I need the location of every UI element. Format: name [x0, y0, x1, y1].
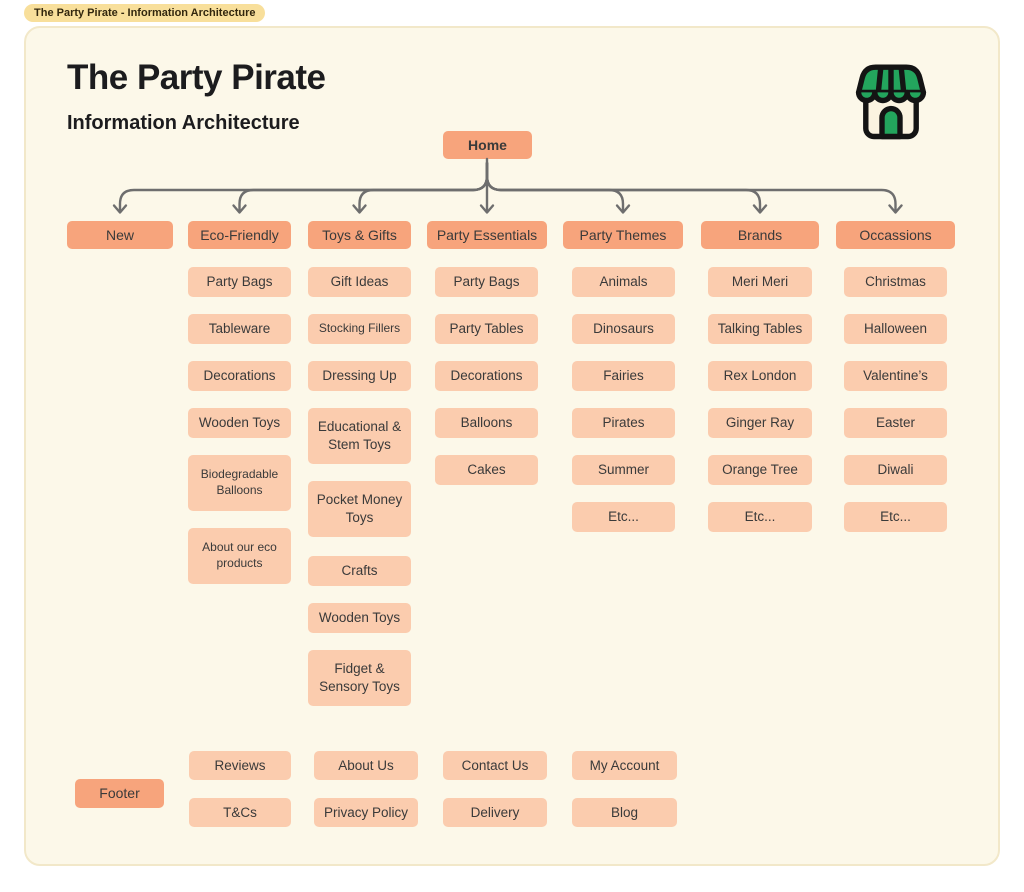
- node-footer[interactable]: Footer: [75, 779, 164, 808]
- footer-item-delivery[interactable]: Delivery: [443, 798, 547, 827]
- node-cakes[interactable]: Cakes: [435, 455, 538, 485]
- storefront-icon: [846, 56, 936, 154]
- page-title: The Party Pirate: [67, 58, 326, 97]
- node-party-tables[interactable]: Party Tables: [435, 314, 538, 344]
- node-party-bags-essentials[interactable]: Party Bags: [435, 267, 538, 297]
- node-valentines[interactable]: Valentine’s: [844, 361, 947, 391]
- node-orange-tree[interactable]: Orange Tree: [708, 455, 812, 485]
- node-home[interactable]: Home: [443, 131, 532, 159]
- node-animals[interactable]: Animals: [572, 267, 675, 297]
- node-meri-meri[interactable]: Meri Meri: [708, 267, 812, 297]
- node-crafts[interactable]: Crafts: [308, 556, 411, 586]
- node-talking-tables[interactable]: Talking Tables: [708, 314, 812, 344]
- node-balloons[interactable]: Balloons: [435, 408, 538, 438]
- category-occassions[interactable]: Occassions: [836, 221, 955, 249]
- node-etc-occassions[interactable]: Etc...: [844, 502, 947, 532]
- node-fidget-sensory-toys[interactable]: Fidget & Sensory Toys: [308, 650, 411, 706]
- node-diwali[interactable]: Diwali: [844, 455, 947, 485]
- footer-item-privacy-policy[interactable]: Privacy Policy: [314, 798, 418, 827]
- category-party-essentials[interactable]: Party Essentials: [427, 221, 547, 249]
- node-about-our-eco-products[interactable]: About our eco products: [188, 528, 291, 584]
- node-educational-stem-toys[interactable]: Educational & Stem Toys: [308, 408, 411, 464]
- node-pirates[interactable]: Pirates: [572, 408, 675, 438]
- category-brands[interactable]: Brands: [701, 221, 819, 249]
- node-stocking-fillers[interactable]: Stocking Fillers: [308, 314, 411, 344]
- category-party-themes[interactable]: Party Themes: [563, 221, 683, 249]
- node-decorations-eco[interactable]: Decorations: [188, 361, 291, 391]
- footer-item-blog[interactable]: Blog: [572, 798, 677, 827]
- node-summer[interactable]: Summer: [572, 455, 675, 485]
- node-wooden-toys-gifts[interactable]: Wooden Toys: [308, 603, 411, 633]
- tree-connectors: [60, 155, 960, 227]
- page-subtitle: Information Architecture: [67, 112, 300, 134]
- node-dressing-up[interactable]: Dressing Up: [308, 361, 411, 391]
- node-etc-brands[interactable]: Etc...: [708, 502, 812, 532]
- node-decorations-essentials[interactable]: Decorations: [435, 361, 538, 391]
- node-fairies[interactable]: Fairies: [572, 361, 675, 391]
- node-gift-ideas[interactable]: Gift Ideas: [308, 267, 411, 297]
- node-rex-london[interactable]: Rex London: [708, 361, 812, 391]
- node-christmas[interactable]: Christmas: [844, 267, 947, 297]
- category-new[interactable]: New: [67, 221, 173, 249]
- node-wooden-toys-eco[interactable]: Wooden Toys: [188, 408, 291, 438]
- category-toys-gifts[interactable]: Toys & Gifts: [308, 221, 411, 249]
- footer-item-about-us[interactable]: About Us: [314, 751, 418, 780]
- node-party-bags-eco[interactable]: Party Bags: [188, 267, 291, 297]
- footer-item-contact-us[interactable]: Contact Us: [443, 751, 547, 780]
- node-tableware[interactable]: Tableware: [188, 314, 291, 344]
- footer-item-reviews[interactable]: Reviews: [189, 751, 291, 780]
- node-easter[interactable]: Easter: [844, 408, 947, 438]
- node-dinosaurs[interactable]: Dinosaurs: [572, 314, 675, 344]
- node-biodegradable-balloons[interactable]: Biodegradable Balloons: [188, 455, 291, 511]
- footer-item-my-account[interactable]: My Account: [572, 751, 677, 780]
- footer-item-tcs[interactable]: T&Cs: [189, 798, 291, 827]
- file-title-tab[interactable]: The Party Pirate - Information Architecture: [24, 4, 265, 22]
- node-halloween[interactable]: Halloween: [844, 314, 947, 344]
- node-ginger-ray[interactable]: Ginger Ray: [708, 408, 812, 438]
- category-eco-friendly[interactable]: Eco-Friendly: [188, 221, 291, 249]
- node-etc-themes[interactable]: Etc...: [572, 502, 675, 532]
- node-pocket-money-toys[interactable]: Pocket Money Toys: [308, 481, 411, 537]
